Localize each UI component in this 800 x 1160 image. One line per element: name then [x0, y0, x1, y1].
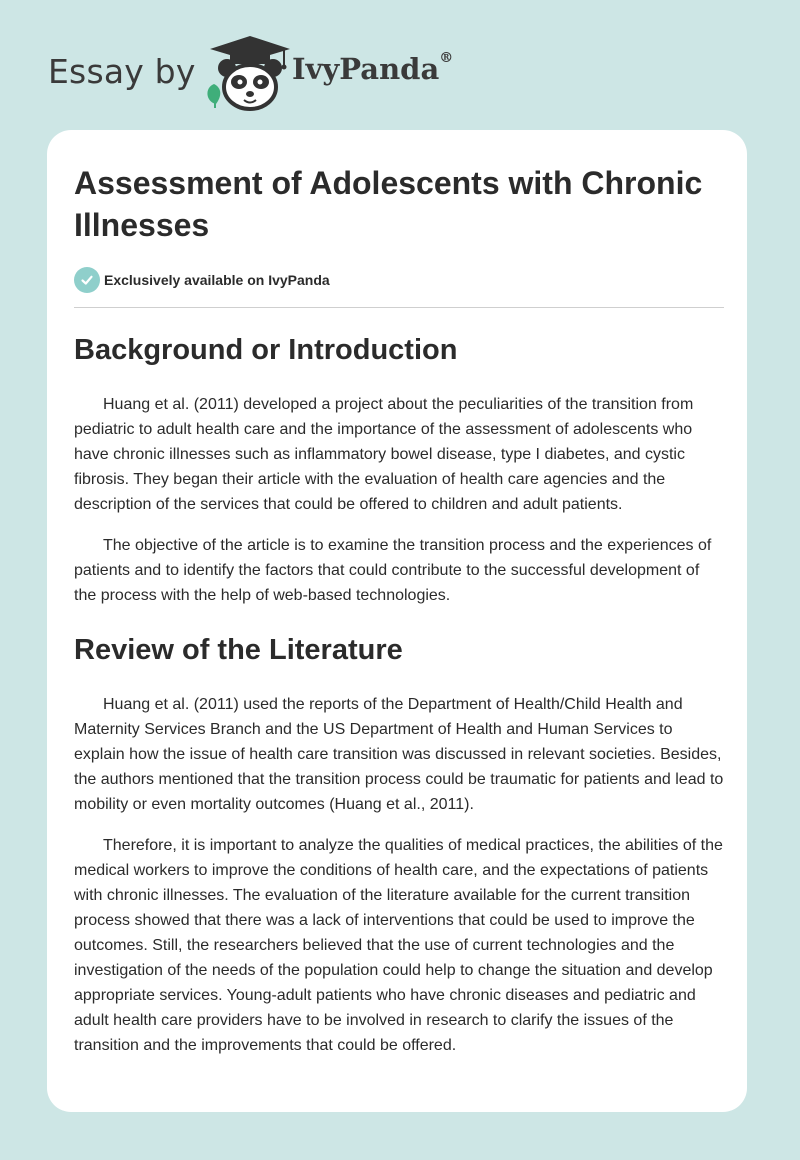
section-heading-background: Background or Introduction — [74, 334, 458, 366]
title-divider — [74, 307, 724, 308]
essay-content — [74, 162, 724, 1058]
exclusive-badge-label: Exclusively available on IvyPanda — [104, 272, 330, 288]
panda-logo-icon[interactable] — [200, 32, 296, 112]
exclusive-badge — [74, 266, 724, 294]
checkmark-icon — [74, 267, 100, 293]
essay-card — [47, 130, 747, 1112]
section-heading-literature-review: Review of the Literature — [74, 634, 403, 666]
paragraph: The objective of the article is to examine the transition process and the experiences of patients and to identify the factors that could contribute to the successful development of the process with the help of web-based technologies. — [74, 537, 712, 604]
essay-title: Assessment of Adolescents with Chronic Illnesses — [74, 165, 703, 243]
essay-by-label: Essay by — [48, 52, 196, 91]
paragraph: Huang et al. (2011) used the reports of the Department of Health/Child Health and Maternity Services Branch and the US Department of Health and Human Services to explain how the issue of health care transition was discussed in relevant societies. Besides, the authors mentioned that the transition process could be traumatic for patients and lead to mobility or even mortality outcomes (Huang et al., 2011). — [74, 696, 724, 813]
paragraph: Therefore, it is important to analyze the qualities of medical practices, the abilities of the medical workers to improve the conditions of health care, and the expectations of patients with chronic illnesses. The evaluation of the literature available for the current transition process showed that there was a lack of interventions that could be used to improve the outcomes. Still, the researchers believed that the use of current technologies and the investigation of the needs of the population could help to change the situation and develop appropriate services. Young-adult patients who have chronic diseases and pediatric and adult health care providers have to be involved in research to clarify the issues of the transition and the improvements that could be offered. — [74, 837, 723, 1054]
site-header — [48, 32, 488, 112]
ivypanda-brand-name: IvyPanda® — [292, 50, 454, 86]
registered-mark: ® — [439, 50, 454, 66]
paragraph: Huang et al. (2011) developed a project about the peculiarities of the transition from pediatric to adult health care and the importance of the assessment of adolescents who have chronic illnesses such as inflammatory bowel disease, type I diabetes, and cystic fibrosis. They began their article with the evaluation of health care agencies and the description of the services that could be offered to children and adult patients. — [74, 396, 694, 513]
